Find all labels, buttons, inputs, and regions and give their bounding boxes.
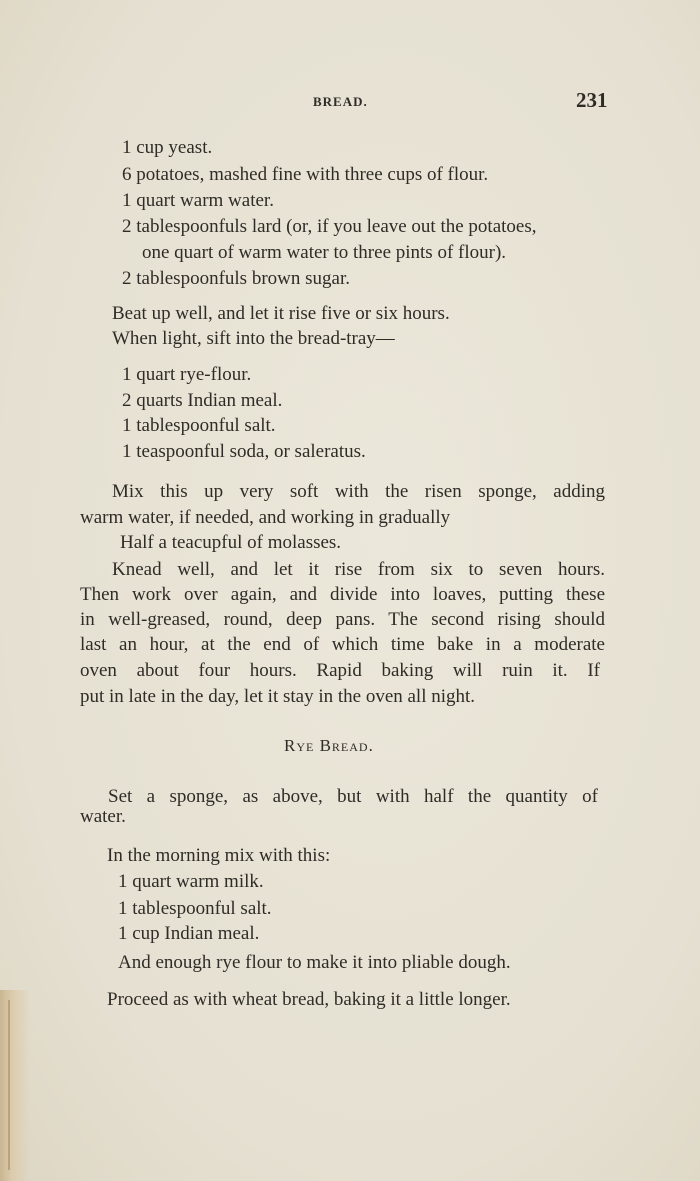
paragraph-line: In the morning mix with this: [107,845,331,866]
ingredient-line: 1 cup Indian meal. [118,923,260,944]
ingredient-line: 1 cup yeast. [122,137,213,158]
paragraph-line: Proceed as with wheat bread, baking it a little longer. [107,989,511,1010]
ingredient-line: 1 tablespoonful salt. [118,898,272,919]
paragraph-line: Mix this up very soft with the risen sponge, adding [112,481,605,502]
ingredient-line: 1 quart warm water. [122,190,274,211]
ingredient-line: 2 quarts Indian meal. [122,390,283,411]
ingredient-line: 2 tablespoonfuls brown sugar. [122,268,350,289]
page-edge-stain [0,990,30,1181]
ingredient-line: 1 teaspoonful soda, or saleratus. [122,441,366,462]
page-number: 231 [576,88,608,112]
ingredient-line: And enough rye flour to make it into pliable dough. [118,952,511,973]
paragraph-line: in well-greased, round, deep pans. The second rising should [80,609,605,630]
instruction-line: When light, sift into the bread-tray— [112,328,395,349]
paragraph-line: oven about four hours. Rapid baking will ruin it. If [80,660,600,681]
paragraph-line: Knead well, and let it rise from six to seven hours. [112,559,605,580]
section-heading: Rye Bread. [284,736,374,755]
paragraph-line: Then work over again, and divide into loaves, putting these [80,584,605,605]
paragraph-line: water. [80,806,126,827]
paragraph-line: Half a teacupful of molasses. [120,532,342,553]
ingredient-line: one quart of warm water to three pints of flour). [142,242,507,263]
ingredient-line: 1 tablespoonful salt. [122,415,276,436]
paragraph-line: Set a sponge, as above, but with half the quantity of [108,786,598,807]
ingredient-line: 2 tablespoonfuls lard (or, if you leave out the potatoes, [122,216,537,237]
ingredient-line: 6 potatoes, mashed fine with three cups of flour. [122,164,489,185]
ingredient-line: 1 quart warm milk. [118,871,264,892]
paragraph-line: warm water, if needed, and working in gradually [80,507,451,528]
binding-edge [8,1000,10,1170]
paragraph-line: last an hour, at the end of which time bake in a moderate [80,634,605,655]
running-title: BREAD. [313,94,368,109]
paragraph-line: put in late in the day, let it stay in the oven all night. [80,686,476,707]
ingredient-line: 1 quart rye-flour. [122,364,252,385]
instruction-line: Beat up well, and let it rise five or six hours. [112,303,450,324]
